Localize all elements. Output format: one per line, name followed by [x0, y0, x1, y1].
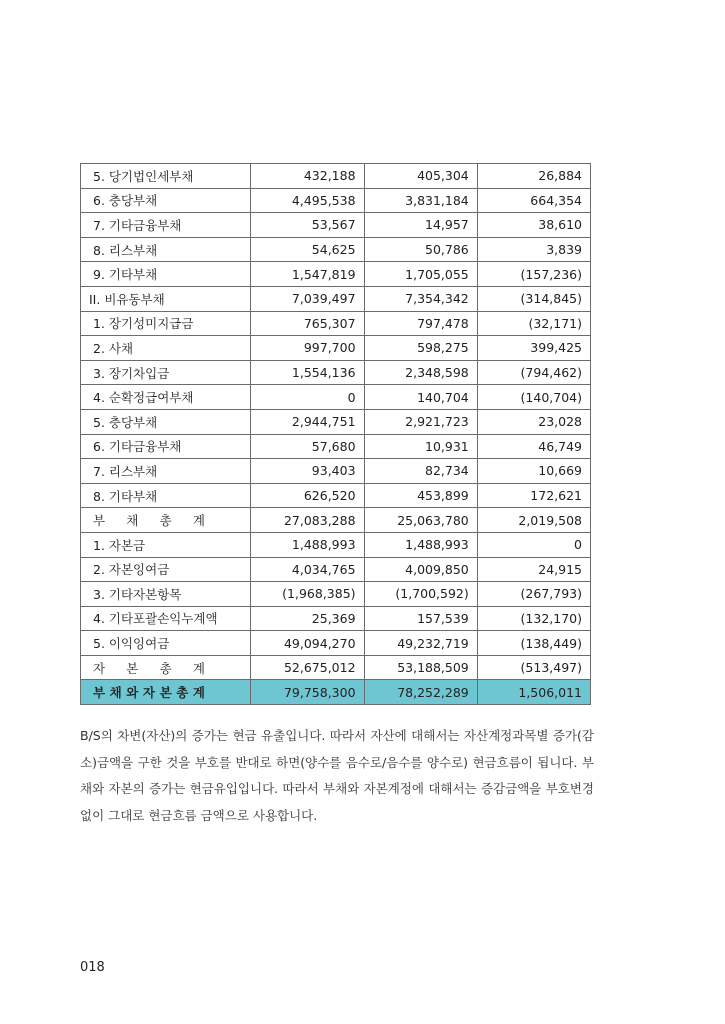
row-value-v3: 24,915: [477, 557, 590, 582]
table-row: [81, 286, 591, 311]
total-row: [81, 508, 591, 533]
row-label: [81, 508, 251, 533]
table-row: [81, 606, 591, 631]
spaced-total-label: 자 본 총 계: [93, 660, 205, 676]
row-value-v2: 2,348,598: [364, 360, 477, 385]
explanation-paragraph: B/S의 차변(자산)의 증가는 현금 유출입니다. 따라서 자산에 대해서는 자산계정과목별 증가(감소)금액을 구한 것을 부호를 반대로 하면(양수를 음수로/음수를 양수로) 현금흐름이 됩니다. 부채와 자본의 증가는 현금유입입니다. 따라서 부채와 자본계정에 대해서는 증감금액을 부호변경없이 그대로 현금흐름 금액으로 사용합니다.: [80, 728, 594, 823]
spaced-total-label: 부 채 총 계: [93, 513, 205, 529]
row-value-v2: 140,704: [364, 385, 477, 410]
row-label: 2. 자본잉여금: [81, 557, 251, 582]
row-value-v1: 54,625: [251, 237, 364, 262]
row-label: 6. 충당부채: [81, 188, 251, 213]
table-row: [81, 237, 591, 262]
row-value-v3: (132,170): [477, 606, 590, 631]
row-value-v1: 49,094,270: [251, 631, 364, 656]
row-value-v3: (140,704): [477, 385, 590, 410]
row-value-v1: 2,944,751: [251, 409, 364, 434]
row-label: II. 비유동부채: [81, 286, 251, 311]
row-label: 9. 기타부채: [81, 262, 251, 287]
balance-sheet-table: [80, 163, 591, 705]
row-value-v3: (267,793): [477, 582, 590, 607]
table-row: [81, 360, 591, 385]
row-value-v2: 453,899: [364, 483, 477, 508]
row-value-v2: 25,063,780: [364, 508, 477, 533]
row-value-v2: 157,539: [364, 606, 477, 631]
row-value-v3: 172,621: [477, 483, 590, 508]
table-row: [81, 188, 591, 213]
row-value-v2: 82,734: [364, 459, 477, 484]
row-value-v1: 25,369: [251, 606, 364, 631]
table-row: [81, 213, 591, 238]
row-value-v3: 26,884: [477, 164, 590, 189]
table-row: [81, 434, 591, 459]
row-value-v2: 50,786: [364, 237, 477, 262]
row-value-v1: 52,675,012: [251, 655, 364, 680]
table-row: [81, 557, 591, 582]
row-value-v2: 3,831,184: [364, 188, 477, 213]
row-value-v3: (513,497): [477, 655, 590, 680]
row-value-v1: 7,039,497: [251, 286, 364, 311]
table-row: [81, 385, 591, 410]
row-value-v2: 1,705,055: [364, 262, 477, 287]
row-value-v1: 1,488,993: [251, 532, 364, 557]
row-label: 8. 기타부채: [81, 483, 251, 508]
row-value-v3: 399,425: [477, 336, 590, 361]
row-value-v2: 49,232,719: [364, 631, 477, 656]
row-label: 3. 장기차입금: [81, 360, 251, 385]
table-row: [81, 336, 591, 361]
table-row: [81, 262, 591, 287]
row-value-v1: 57,680: [251, 434, 364, 459]
row-value-v2: 1,488,993: [364, 532, 477, 557]
row-value-v3: 23,028: [477, 409, 590, 434]
row-value-v3: (794,462): [477, 360, 590, 385]
row-label: 7. 기타금융부채: [81, 213, 251, 238]
row-value-v1: 432,188: [251, 164, 364, 189]
row-value-v2: 78,252,289: [364, 680, 477, 705]
row-label: 4. 기타포괄손익누계액: [81, 606, 251, 631]
row-value-v3: 10,669: [477, 459, 590, 484]
row-label: [81, 655, 251, 680]
row-label: 3. 기타자본항목: [81, 582, 251, 607]
row-value-v2: 14,957: [364, 213, 477, 238]
row-value-v1: 1,547,819: [251, 262, 364, 287]
row-value-v3: 0: [477, 532, 590, 557]
row-label: [81, 680, 251, 705]
row-label: 1. 자본금: [81, 532, 251, 557]
row-value-v1: 27,083,288: [251, 508, 364, 533]
row-label: 6. 기타금융부채: [81, 434, 251, 459]
row-label: 1. 장기성미지급금: [81, 311, 251, 336]
row-label: 2. 사채: [81, 336, 251, 361]
row-value-v3: 38,610: [477, 213, 590, 238]
row-value-v3: (314,845): [477, 286, 590, 311]
row-value-v2: 10,931: [364, 434, 477, 459]
row-value-v2: 4,009,850: [364, 557, 477, 582]
row-value-v2: 797,478: [364, 311, 477, 336]
row-value-v1: 0: [251, 385, 364, 410]
row-value-v1: 79,758,300: [251, 680, 364, 705]
row-value-v3: (138,449): [477, 631, 590, 656]
row-label: 5. 당기법인세부채: [81, 164, 251, 189]
row-value-v3: 3,839: [477, 237, 590, 262]
row-value-v1: 1,554,136: [251, 360, 364, 385]
row-value-v1: 765,307: [251, 311, 364, 336]
row-value-v1: 53,567: [251, 213, 364, 238]
row-value-v3: 664,354: [477, 188, 590, 213]
row-value-v2: 2,921,723: [364, 409, 477, 434]
total-row: [81, 655, 591, 680]
table-row: [81, 164, 591, 189]
balance-sheet-body: [81, 164, 591, 705]
table-row: [81, 459, 591, 484]
table-row: [81, 631, 591, 656]
row-value-v3: (157,236): [477, 262, 590, 287]
row-value-v2: 405,304: [364, 164, 477, 189]
row-value-v2: (1,700,592): [364, 582, 477, 607]
row-value-v1: 93,403: [251, 459, 364, 484]
table-row: [81, 409, 591, 434]
row-label: 8. 리스부채: [81, 237, 251, 262]
row-value-v3: 2,019,508: [477, 508, 590, 533]
row-value-v3: 46,749: [477, 434, 590, 459]
table-row: [81, 532, 591, 557]
row-value-v1: 4,495,538: [251, 188, 364, 213]
table-row: [81, 483, 591, 508]
row-value-v2: 53,188,509: [364, 655, 477, 680]
row-value-v2: 598,275: [364, 336, 477, 361]
row-value-v1: (1,968,385): [251, 582, 364, 607]
row-label: 5. 이익잉여금: [81, 631, 251, 656]
page-number: 018: [80, 960, 105, 975]
row-value-v1: 4,034,765: [251, 557, 364, 582]
table-row: [81, 582, 591, 607]
row-label: 4. 순확정급여부채: [81, 385, 251, 410]
row-value-v1: 626,520: [251, 483, 364, 508]
row-value-v3: (32,171): [477, 311, 590, 336]
spaced-total-label: 부 채 와 자 본 총 계: [93, 685, 205, 701]
row-value-v2: 7,354,342: [364, 286, 477, 311]
row-value-v1: 997,700: [251, 336, 364, 361]
row-value-v3: 1,506,011: [477, 680, 590, 705]
grand-total-row: [81, 680, 591, 705]
row-label: 5. 충당부채: [81, 409, 251, 434]
table-row: [81, 311, 591, 336]
row-label: 7. 리스부채: [81, 459, 251, 484]
